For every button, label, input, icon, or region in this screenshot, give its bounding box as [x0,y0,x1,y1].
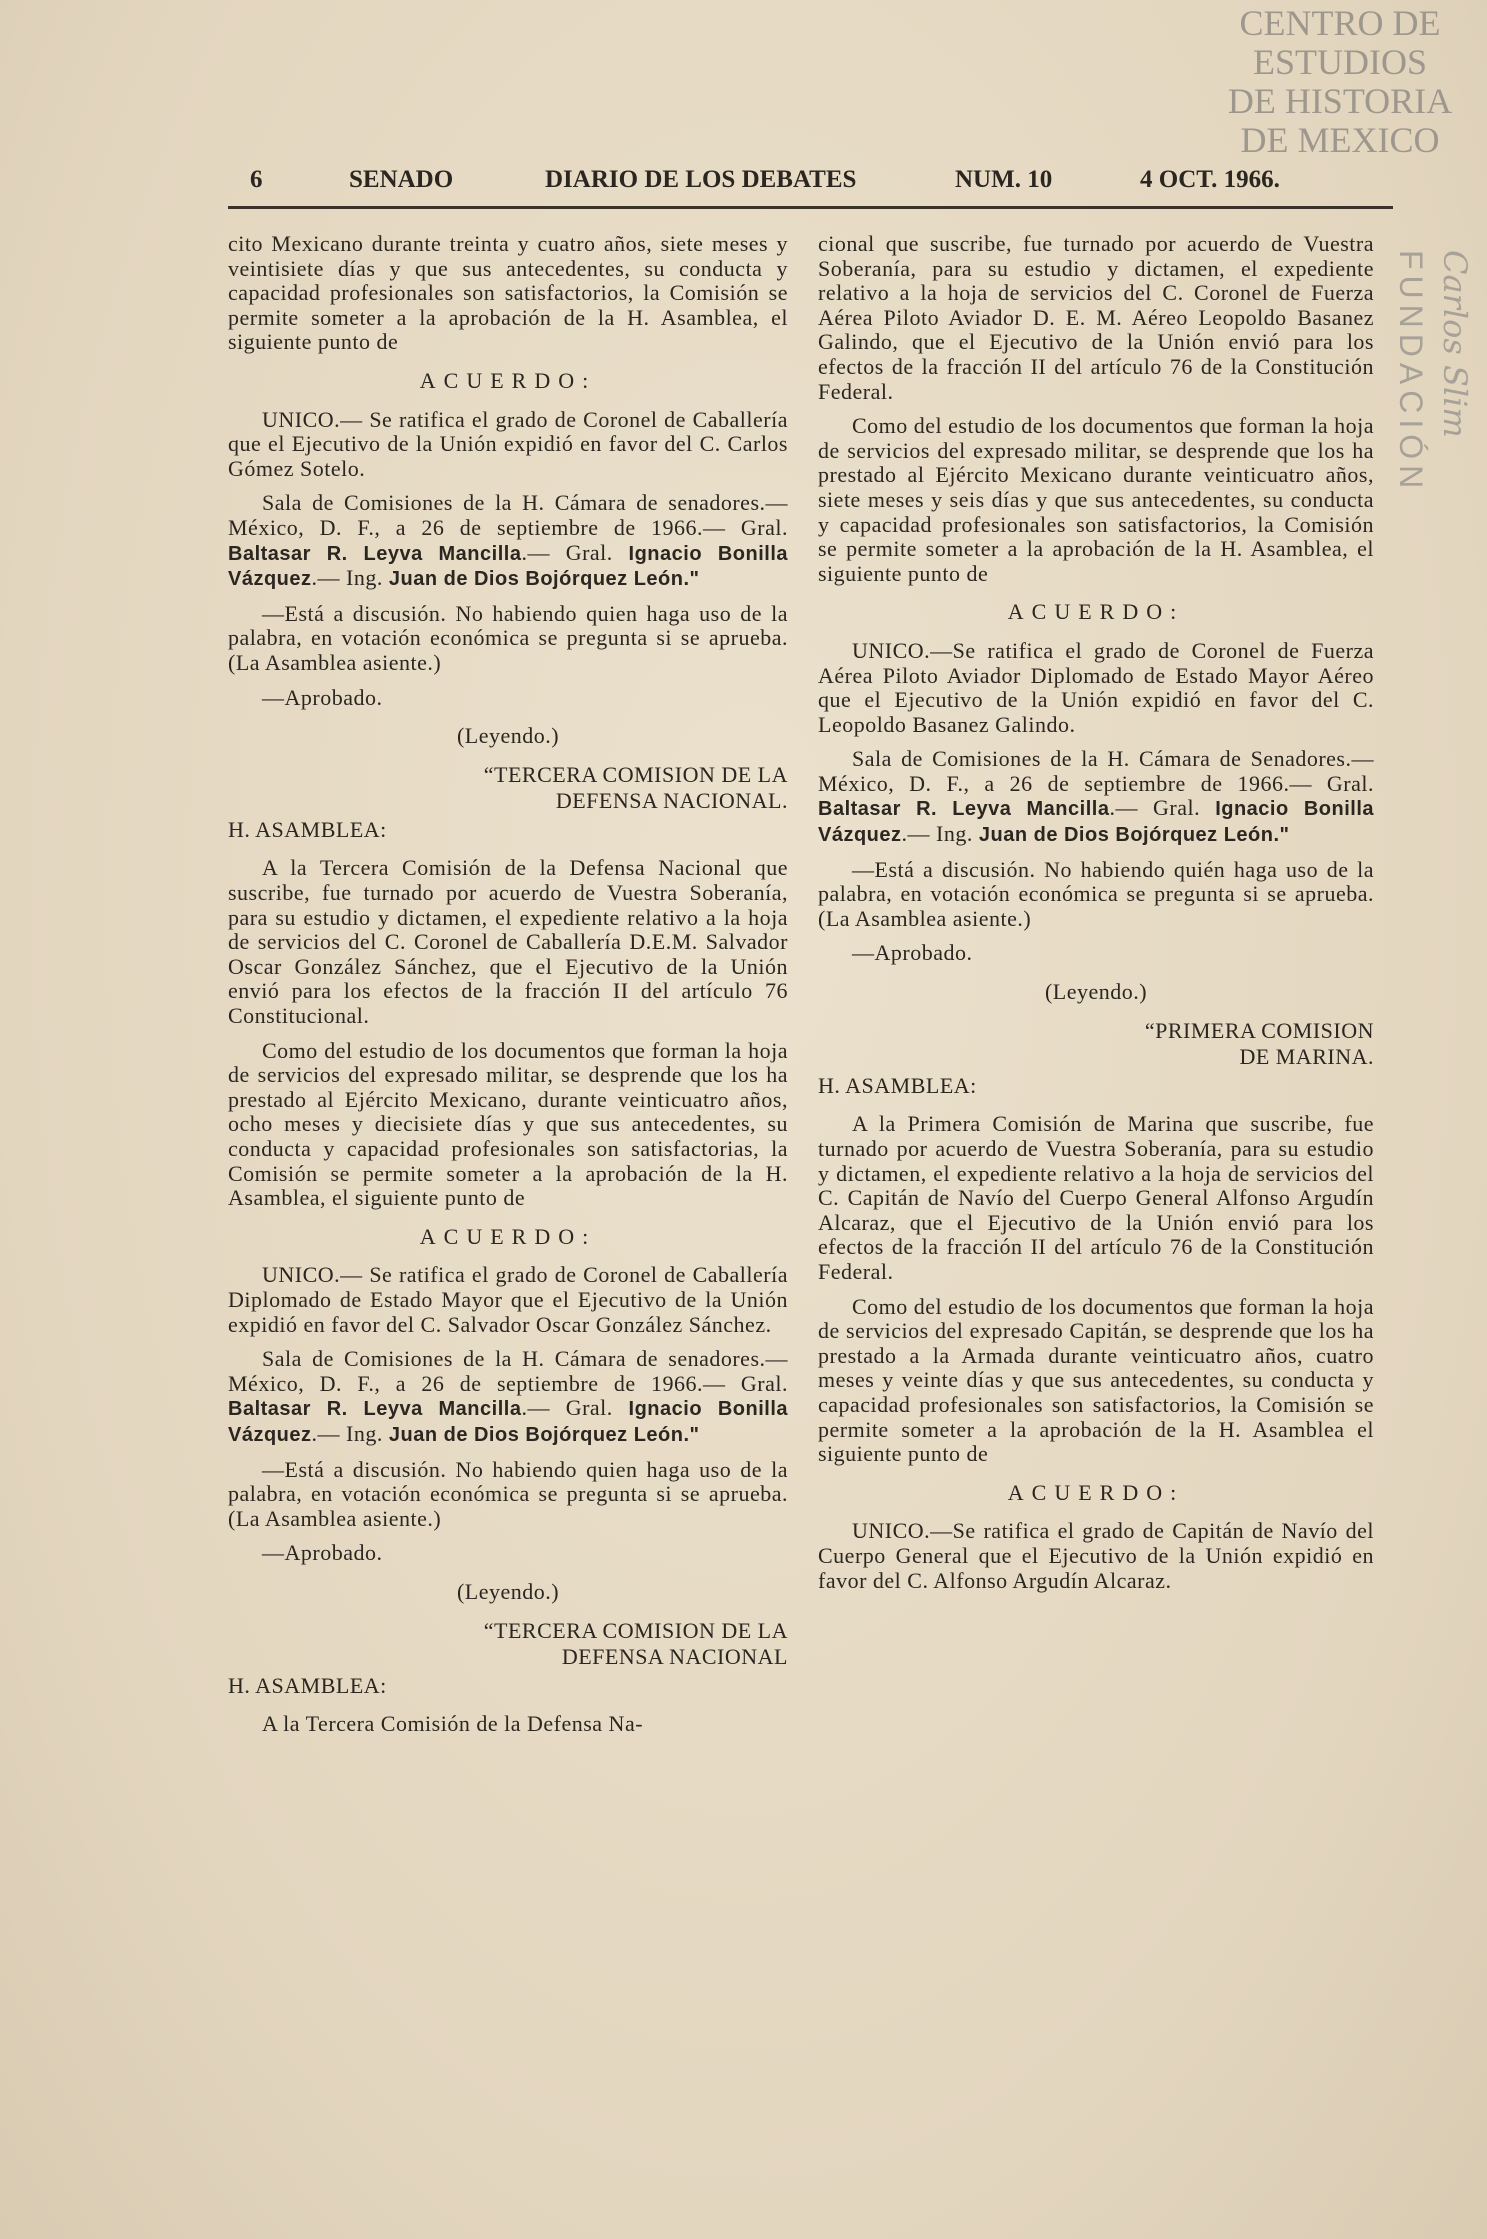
text-run: .— Gral. [521,539,629,565]
signatory-name: Baltasar R. Leyva Mancilla [818,798,1110,821]
text-run: .— Ing. [311,565,389,591]
commission-title: DE MARINA. [1239,1044,1374,1070]
paragraph: cito Mexicano durante treinta y cuatro años, siete meses y veintisiete días y que sus antecedentes, su conducta y capacidad profesionales son satisfactorios, la Comisión se permite someter a la aprobación de la H. Asamblea, el siguiente punto de [228,231,788,355]
text-run: .— Gral. [521,1395,629,1421]
commission-title: “PRIMERA COMISION [1144,1017,1374,1043]
paragraph: —Está a discusión. No habiendo quien haga uso de la palabra, en votación económica se pregunta si se aprueba. (La Asamblea asiente.) [228,1456,788,1531]
commission-title: “TERCERA COMISION DE LA [483,1617,788,1643]
page-number: 6 [250,166,263,193]
watermark-line: DE HISTORIA [1227,81,1453,121]
watermark-line: ESTUDIOS [1252,42,1427,82]
signatory-name: Ignacio Bonilla Vázquez [228,542,789,591]
paragraph: Como del estudio de los documentos que forman la hoja de servicios del expresado militar, se desprende que los ha prestado al Ejército Mexicano, durante veinticuatro años, ocho meses y diecisiete días y que sus antecedentes, su conducta y capacidad profesionales son satisfactorias, la Comisión se permite someter a la aprobación de la H. Asamblea, el siguiente punto de [228,1037,788,1211]
commission-title: “TERCERA COMISION DE LA [483,761,788,787]
paragraph: —Aprobado. [262,684,383,710]
signatory-name: Juan de Dios Bojórquez León." [978,824,1290,847]
paragraph: UNICO.— Se ratifica el grado de Coronel de Caballería Diplomado de Estado Mayor que el Ejecutivo de la Unión expidió en favor del C. Salvador Oscar González Sánchez. [228,1262,788,1337]
paragraph: cional que suscribe, fue turnado por acuerdo de Vuestra Soberanía, para su estudio y dictamen, el expediente relativo a la hoja de servicios del C. Coronel de Fuerza Aérea Piloto Aviador D. E. M. Aéreo Leopoldo Basanez Galindo, que el Ejecutivo de la Unión envió para los efectos de la fracción II del artículo 76 de la Constitución Federal. [818,231,1374,404]
archive-watermark [1200,4,1480,160]
signatory-name: Ignacio Bonilla Vázquez [228,1398,789,1446]
paragraph: —Aprobado. [262,1540,383,1566]
signature-paragraph [228,491,788,591]
publication-title: DIARIO DE LOS DEBATES [545,166,857,193]
commission-title: DEFENSA NACIONAL. [555,788,788,814]
foundation-watermark: FUNDACIÓN [1393,250,1429,495]
stage-direction: (Leyendo.) [1044,979,1148,1005]
address-heading: H. ASAMBLEA: [818,1072,977,1098]
signatory-name: Ignacio Bonilla Vázquez [818,798,1374,847]
text-run: Sala de Comisiones de la H. Cámara de Senadores.—México, D. F., a 26 de septiembre de 1966.— Gral. [818,746,1374,796]
stage-direction: (Leyendo.) [456,723,560,749]
issue-number: NUM. 10 [955,166,1053,193]
text-run: .— Gral. [1109,795,1216,821]
paragraph: UNICO.—Se ratifica el grado de Coronel de Fuerza Aérea Piloto Aviador Diplomado de Estado Mayor Aéreo que el Ejecutivo de la Unión expidió en favor del C. Leopoldo Basanez Galindo. [818,637,1374,737]
acuerdo-heading: ACUERDO: [1007,599,1185,625]
text-run: .— Ing. [311,1420,389,1446]
signature-paragraph [818,747,1374,847]
paragraph: —Está a discusión. No habiendo quién haga uso de la palabra, en votación económica se pregunta si se aprueba. (La Asamblea asiente.) [818,856,1374,931]
text-run: Sala de Comisiones de la H. Cámara de senadores.— México, D. F., a 26 de septiembre de 1966.— Gral. [228,490,788,540]
text-run: Sala de Comisiones de la H. Cámara de senadores.— México, D. F., a 26 de septiembre de 1966.— Gral. [228,1346,788,1396]
paragraph: Como del estudio de los documentos que forman la hoja de servicios del expresado Capitán, se desprende que los ha prestado a la Armada durante veinticuatro años, cuatro meses y veinte días y que sus antecedentes, su conducta y capacidad profesionales son satisfactorios, la Comisión se permite someter a la aprobación de la H. Asamblea el siguiente punto de [818,1293,1375,1467]
chamber-name: SENADO [349,166,454,193]
signature-watermark: Carlos Slim [1436,250,1474,438]
signatory-name: Baltasar R. Leyva Mancilla [228,542,522,565]
acuerdo-heading: ACUERDO: [1007,1479,1185,1505]
paragraph: —Aprobado. [852,940,973,966]
signatory-name: Baltasar R. Leyva Mancilla [228,1398,522,1421]
left-column [228,232,788,1747]
acuerdo-heading: ACUERDO: [419,367,597,393]
paragraph: A la Primera Comisión de Marina que suscribe, fue turnado por acuerdo de Vuestra Soberanía, para su estudio y dictamen, el expediente relativo a la hoja de servicios del C. Capitán de Navío del Cuerpo General Alfonso Argudín Alcaraz, que el Ejecutivo de la Unión envió para los efectos de la fracción II del artículo 76 de la Constitución Federal. [818,1111,1374,1284]
paragraph: —Está a discusión. No habiendo quien haga uso de la palabra, en votación económica se pregunta si se aprueba. (La Asamblea asiente.) [228,600,788,675]
paragraph: UNICO.—Se ratifica el grado de Capitán de Navío del Cuerpo General que el Ejecutivo de la Unión expidió en favor del C. Alfonso Argudín Alcaraz. [818,1518,1374,1593]
watermark-line: CENTRO DE [1239,3,1441,43]
text-run: .— Ing. [901,821,979,847]
stage-direction: (Leyendo.) [456,1578,560,1604]
address-heading: H. ASAMBLEA: [228,816,387,842]
commission-title: DEFENSA NACIONAL [561,1644,788,1670]
signature-paragraph [228,1347,788,1447]
header-rule [228,206,1393,209]
address-heading: H. ASAMBLEA: [228,1672,387,1698]
paragraph: A la Tercera Comisión de la Defensa Nacional que suscribe, fue turnado por acuerdo de Vuestra Soberanía, para su estudio y dictamen, el expediente relativo a la hoja de servicios del C. Coronel de Caballería D.E.M. Salvador Oscar González Sánchez, que el Ejecutivo de la Unión envió para los efectos de la fracción II del artículo 76 Constitucional. [228,855,788,1029]
acuerdo-heading: ACUERDO: [419,1223,597,1249]
paragraph: A la Tercera Comisión de la Defensa Na- [262,1711,644,1737]
paragraph: UNICO.— Se ratifica el grado de Coronel de Caballería que el Ejecutivo de la Unión expidió en favor del C. Carlos Gómez Sotelo. [228,406,788,481]
watermark-line: DE MEXICO [1240,120,1440,160]
issue-date: 4 OCT. 1966. [1140,166,1280,193]
signatory-name: Juan de Dios Bojórquez León." [388,568,700,591]
page-header [0,166,1487,202]
signatory-name: Juan de Dios Bojórquez León." [388,1423,700,1446]
right-column [818,232,1374,1603]
paragraph: Como del estudio de los documentos que forman la hoja de servicios del expresado militar, se desprende que los ha prestado al Ejército Mexicano durante veinticuatro años, siete meses y seis días y que sus antecedentes, su conducta y capacidad profesionales son satisfactorios, la Comisión se permite someter a la aprobación de la H. Asamblea, el siguiente punto de [818,413,1375,586]
